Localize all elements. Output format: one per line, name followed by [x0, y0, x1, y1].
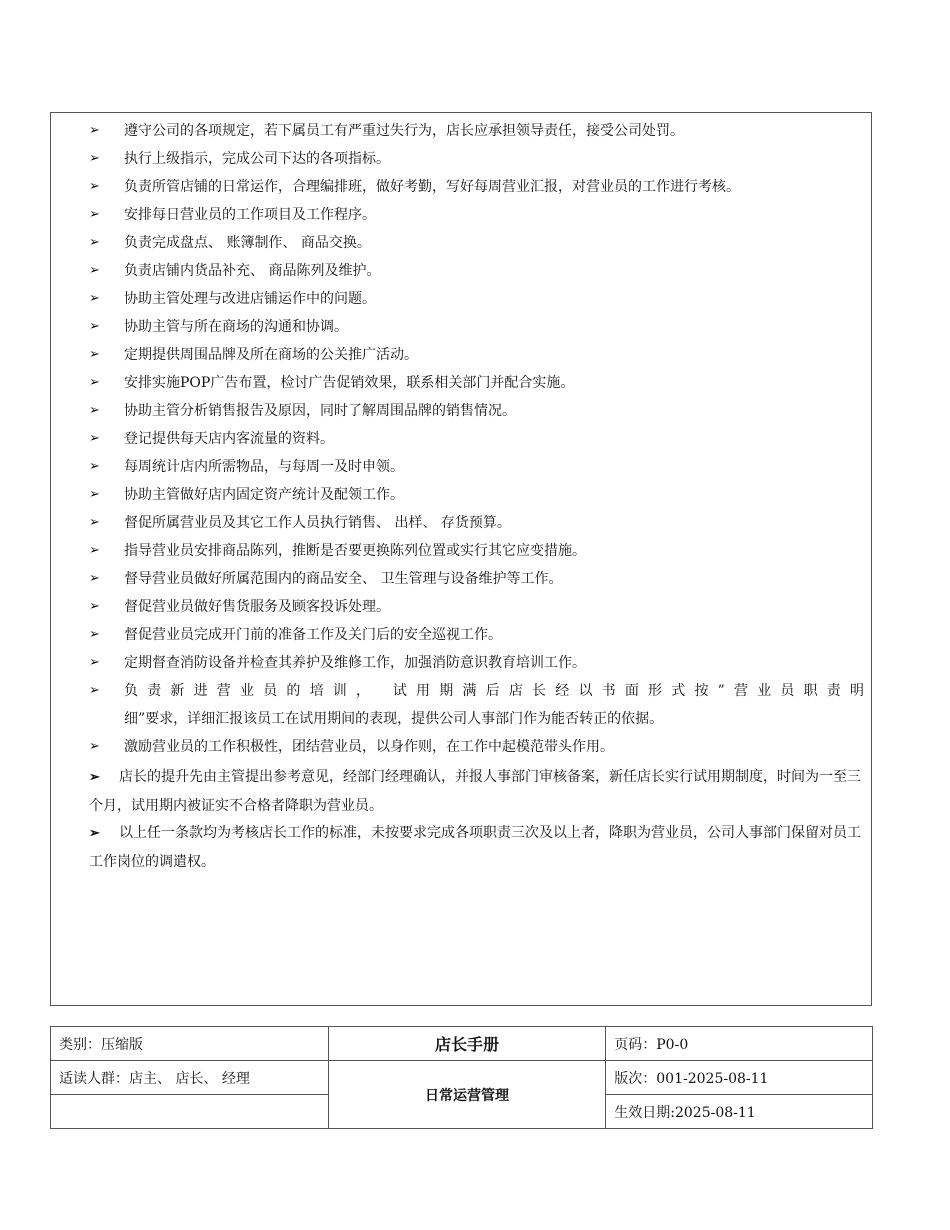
arrow-bullet-icon: ➢	[89, 739, 100, 754]
list-item-text: 负责完成盘点、 账簿制作、 商品交换。	[124, 235, 371, 251]
list-item	[89, 257, 867, 285]
list-item	[89, 229, 867, 257]
arrow-bullet-icon: ➢	[89, 235, 100, 250]
list-item-continuation	[89, 705, 867, 733]
paragraph-promotion	[89, 763, 867, 820]
list-item	[89, 649, 867, 677]
list-item	[89, 173, 867, 201]
list-item-text: 定期督查消防设备并检查其养护及维修工作，加强消防意识教育培训工作。	[124, 655, 586, 671]
list-item-text: 登记提供每天店内客流量的资料。	[124, 431, 334, 447]
arrow-bullet-icon: ➢	[89, 599, 100, 614]
list-item-text: 督促营业员做好售货服务及顾客投诉处理。	[124, 599, 390, 615]
list-item-text: 指导营业员安排商品陈列，推断是否要更换陈列位置或实行其它应变措施。	[124, 543, 586, 559]
arrow-bullet-icon: ➢	[89, 263, 100, 278]
list-item	[89, 733, 867, 761]
list-item	[89, 425, 867, 453]
list-item	[89, 565, 867, 593]
arrow-bullet-icon: ➢	[89, 431, 100, 446]
arrow-bullet-icon: ➢	[89, 683, 100, 698]
list-item	[89, 313, 867, 341]
paragraph-text: 以上任一条款均为考核店长工作的标准，未按要求完成各项职责三次及以上者，降职为营业员，公司人事部门保留对员工工作岗位的调遣权。	[89, 825, 861, 870]
list-item	[89, 453, 867, 481]
footer-table	[50, 1026, 873, 1129]
list-item-text: 执行上级指示，完成公司下达的各项指标。	[124, 151, 390, 167]
list-item-text: 安排实施POP广告布置，检讨广告促销效果，联系相关部门并配合实施。	[124, 375, 575, 391]
version-cell: 版次：001-2025-08-11	[606, 1061, 873, 1095]
list-item	[89, 285, 867, 313]
arrow-bullet-icon: ➢	[89, 123, 100, 138]
section-title: 日常运营管理	[328, 1061, 606, 1129]
audience-cell: 适读人群：店主、 店长、 经理	[51, 1061, 329, 1095]
list-item-text: 督促营业员完成开门前的准备工作及关门后的安全巡视工作。	[124, 627, 502, 643]
arrow-bullet-icon: ➢	[89, 543, 100, 558]
list-item-text: 协助主管处理与改进店铺运作中的问题。	[124, 291, 376, 307]
paragraph-assessment	[89, 819, 867, 876]
list-item-text: 协助主管分析销售报告及原因，同时了解周围品牌的销售情况。	[124, 403, 516, 419]
list-item	[89, 341, 867, 369]
empty-cell	[51, 1095, 329, 1129]
content-box	[50, 112, 872, 1006]
list-item-text: 督促所属营业员及其它工作人员执行销售、 出样、 存货预算。	[124, 515, 511, 531]
list-item-text: 每周统计店内所需物品，与每周一及时申领。	[124, 459, 404, 475]
list-item-text: 督导营业员做好所属范围内的商品安全、 卫生管理与设备维护等工作。	[124, 571, 563, 587]
arrow-bullet-icon: ➢	[89, 571, 100, 586]
list-item-text: 定期提供周围品牌及所在商场的公关推广活动。	[124, 347, 418, 363]
list-item-text: 激励营业员的工作积极性，团结营业员，以身作则，在工作中起模范带头作用。	[124, 739, 614, 755]
list-item	[89, 369, 867, 397]
list-item	[89, 145, 867, 173]
list-item	[89, 537, 867, 565]
category-cell: 类别：压缩版	[51, 1027, 329, 1061]
list-item-text: 负责新进营业员的培训， 试用期满后店长经以书面形式按”营业员职责明	[124, 683, 867, 699]
arrow-bullet-icon: ➢	[89, 627, 100, 642]
duty-list	[89, 117, 867, 761]
arrow-bullet-icon: ➢	[89, 487, 100, 502]
arrow-bullet-icon: ➢	[89, 207, 100, 222]
arrow-bullet-icon: ➢	[89, 151, 100, 166]
arrow-bullet-icon: ➢	[89, 459, 100, 474]
paragraph-text: 店长的提升先由主管提出参考意见，经部门经理确认，并报人事部门审核备案，新任店长实行试用期制度，时间为一至三个月，试用期内被证实不合格者降职为营业员。	[89, 769, 861, 814]
list-item	[89, 593, 867, 621]
arrow-bullet-icon: ➢	[89, 291, 100, 306]
list-item	[89, 201, 867, 229]
list-item-text: 遵守公司的各项规定，若下属员工有严重过失行为，店长应承担领导责任，接受公司处罚。	[124, 123, 684, 139]
arrow-bullet-icon: ➢	[89, 826, 100, 841]
list-item-text: 负责店铺内货品补充、 商品陈列及维护。	[124, 263, 381, 279]
arrow-bullet-icon: ➢	[89, 347, 100, 362]
arrow-bullet-icon: ➢	[89, 770, 100, 785]
arrow-bullet-icon: ➢	[89, 375, 100, 390]
manual-title: 店长手册	[328, 1027, 606, 1061]
list-item	[89, 481, 867, 509]
list-item	[89, 397, 867, 425]
arrow-bullet-icon: ➢	[89, 403, 100, 418]
effective-date-cell: 生效日期:2025-08-11	[606, 1095, 873, 1129]
list-item-text: 协助主管与所在商场的沟通和协调。	[124, 319, 348, 335]
arrow-bullet-icon: ➢	[89, 179, 100, 194]
arrow-bullet-icon: ➢	[89, 515, 100, 530]
arrow-bullet-icon: ➢	[89, 655, 100, 670]
list-item-text: 细”要求，详细汇报该员工在试用期间的表现，提供公司人事部门作为能否转正的依据。	[124, 711, 664, 727]
list-item	[89, 117, 867, 145]
list-item-text: 负责所管店铺的日常运作，合理编排班，做好考勤，写好每周营业汇报，对营业员的工作进行考核。	[124, 179, 740, 195]
list-item	[89, 509, 867, 537]
page-number-cell: 页码：P0-0	[606, 1027, 873, 1061]
list-item-text: 安排每日营业员的工作项目及工作程序。	[124, 207, 376, 223]
list-item	[89, 621, 867, 649]
list-item-text: 协助主管做好店内固定资产统计及配领工作。	[124, 487, 404, 503]
arrow-bullet-icon: ➢	[89, 319, 100, 334]
list-item	[89, 677, 867, 705]
